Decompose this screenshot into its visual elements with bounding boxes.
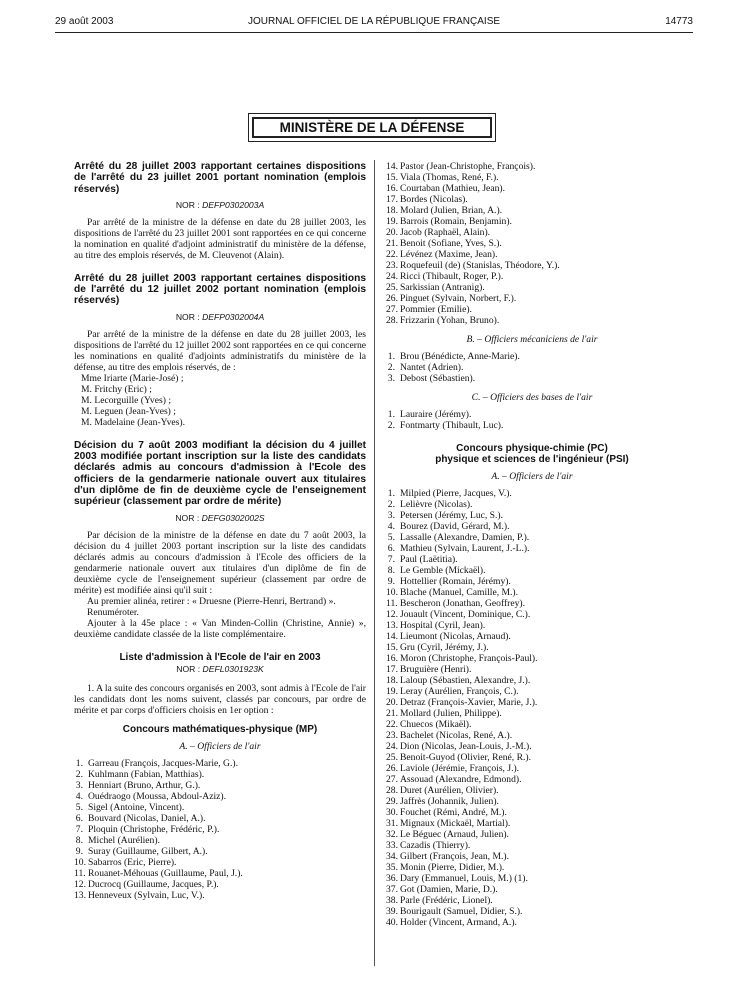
c-subtitle: C. – Officiers des bases de l'air xyxy=(471,392,593,403)
pc-title-2: physique et sciences de l'ingénieur (PSI) xyxy=(435,454,629,465)
list-item: 28. Duret (Aurélien, Olivier). xyxy=(386,785,499,796)
liste-intro: 1. A la suite des concours organisés en 2003, sont admis à l'Ecole de l'air les candidats dont les noms suivent, classés par concours, par ordre de mérite et par corps d'officiers choisis en 1er option : xyxy=(74,682,366,716)
list-item: 1. Milpied (Pierre, Jacques, V.). xyxy=(387,488,512,499)
list-item: 26. Pinguet (Sylvain, Norbert, F.). xyxy=(386,293,517,304)
list-item: 2. Kuhlmann (Fabian, Matthias). xyxy=(75,768,205,780)
list-item: 15. Gru (Cyril, Jérémy, J.). xyxy=(386,642,489,653)
list-item: 24. Ricci (Thibault, Roger, P.). xyxy=(386,271,504,282)
list-item: 14. Pastor (Jean-Christophe, François). xyxy=(386,161,536,172)
list-item: 35. Monin (Pierre, Didier, M.). xyxy=(386,862,505,873)
list-item: 1. Brou (Bénédicte, Anne-Marie). xyxy=(387,351,520,362)
list-item: 22. Lévénez (Maxime, Jean). xyxy=(386,249,498,260)
nor-code: DEFL0301923K xyxy=(202,663,264,674)
list-item: 37. Got (Damien, Marie, D.). xyxy=(386,884,498,895)
list-item: M. Madelaine (Jean-Yves). xyxy=(81,416,185,428)
list-item: 16. Courtaban (Mathieu, Jean). xyxy=(386,183,505,194)
nor-code: DEFP0302003A xyxy=(202,199,265,210)
list-item: 21. Mollard (Julien, Philippe). xyxy=(386,708,502,719)
list-item: 4. Ouédraogo (Moussa, Abdoul-Aziz). xyxy=(75,790,227,802)
list-item: 3. Henniart (Bruno, Arthur, G.). xyxy=(75,779,201,791)
list-item: 16. Moron (Christophe, François-Paul). xyxy=(386,653,538,664)
nor-code: DEFP0302004A xyxy=(202,311,265,322)
list-item: 8. Michel (Aurélien). xyxy=(75,834,160,846)
list-item: M. Lecorguille (Yves) ; xyxy=(81,394,171,406)
list-item: 36. Dary (Emmanuel, Louis, M.) (1). xyxy=(386,873,528,884)
left-column xyxy=(74,161,366,901)
arrete1-body: Par arrêté de la ministre de la défense en date du 28 juillet 2003, les dispositions de l'arrêté du 23 juillet 2001 sont rapportées en ce qui concerne la nomination en qualité d'adjoint administratif du ministère de la défense, au titre des emplois réservés, de M. Cleuvenot (Alain). xyxy=(74,216,366,261)
nor-label: NOR : xyxy=(175,199,200,210)
list-item: 10. Sabarros (Eric, Pierre). xyxy=(74,856,177,868)
arrete2-title: Arrêté du 28 juillet 2003 rapportant certaines dispositions de l'arrêté du 12 juillet 2002 portant nomination (emplois réservés) xyxy=(74,272,366,307)
list-item: 25. Sarkissian (Antranig). xyxy=(386,282,485,293)
list-item: 13. Henneveux (Sylvain, Luc, V.). xyxy=(74,889,205,901)
pc-subtitle: A. – Officiers de l'air xyxy=(491,471,573,482)
decision-p3: Ajouter à la 45e place : « Van Minden-Collin (Christine, Annie) », deuxième candidate classée de la liste complémentaire. xyxy=(74,617,366,640)
list-item: 17. Bordes (Nicolas). xyxy=(386,194,468,205)
decision-body: Par décision de la ministre de la défense en date du 7 août 2003, la décision du 4 juillet 2003 portant inscription sur la liste des candidats déclarés admis au concours d'admission à l'Ecole des officiers de la gendarmerie nationale ouvert aux titulaires d'un diplôme de fin de deuxième cycle de l'enseignement supérieur (classement par ordre de mérite) est modifiée ainsi qu'il suit : xyxy=(74,529,366,596)
mp-list-continued xyxy=(386,161,678,326)
list-item: 40. Holder (Vincent, Armand, A.). xyxy=(386,917,517,928)
list-item: 6. Bouvard (Nicolas, Daniel, A.). xyxy=(75,812,206,824)
list-item: 1. Garreau (François, Jacques-Marie, G.). xyxy=(75,757,238,769)
list-item: 11. Rouanet-Méhouas (Guillaume, Paul, J.). xyxy=(74,867,243,879)
list-item: 21. Benoit (Sofiane, Yves, S.). xyxy=(386,238,502,249)
column-divider xyxy=(374,160,375,966)
list-item: 9. Suray (Guillaume, Gilbert, A.). xyxy=(75,845,208,857)
list-item: 7. Ploquin (Christophe, Frédéric, P.). xyxy=(75,823,220,835)
right-column xyxy=(386,161,678,928)
list-item: 2. Fontmarty (Thibault, Luc). xyxy=(387,420,504,431)
list-item: 1. Lauraire (Jérémy). xyxy=(387,409,472,420)
list-item: 13. Hospital (Cyril, Jean). xyxy=(386,620,486,631)
list-item: 24. Dion (Nicolas, Jean-Louis, J.-M.). xyxy=(386,741,532,752)
nor-code: DEFG0302002S xyxy=(201,512,265,523)
list-item: 22. Chuecos (Mikaël). xyxy=(386,719,472,730)
list-item: 34. Gilbert (François, Jean, M.). xyxy=(386,851,509,862)
list-item: 2. Nantet (Adrien). xyxy=(387,362,464,373)
list-item: 14. Lieumont (Nicolas, Arnaud). xyxy=(386,631,511,642)
list-item: 12. Jouault (Vincent, Dominique, C.). xyxy=(386,609,531,620)
list-item: 18. Molard (Julien, Brian, A.). xyxy=(386,205,503,216)
list-item: 18. Laloup (Sébastien, Alexandre, J.). xyxy=(386,675,531,686)
list-item: 3. Debost (Sébastien). xyxy=(387,373,476,384)
list-item: 25. Benoit-Guyod (Olivier, René, R.). xyxy=(386,752,531,763)
arrete2-body: Par arrêté de la ministre de la défense en date du 28 juillet 2003, les dispositions de l'arrêté du 12 juillet 2002 sont rapportées en ce qui concerne les nominations en qualité d'adjoints administratifs du ministère de la défense, au titre des emplois réservés, de : xyxy=(74,328,366,373)
decision-p2: Renuméroter. xyxy=(87,606,139,618)
b-subtitle: B. – Officiers mécaniciens de l'air xyxy=(466,334,598,345)
ministry-title: MINISTÈRE DE LA DÉFENSE xyxy=(252,117,492,138)
mp-subtitle: A. – Officiers de l'air xyxy=(179,740,261,752)
list-item: 9. Hottellier (Romain, Jérémy). xyxy=(387,576,511,587)
list-item: 15. Viala (Thomas, René, F.). xyxy=(386,172,499,183)
liste-title: Liste d'admission à l'Ecole de l'air en 2003 xyxy=(119,651,321,663)
list-item: 33. Cazadis (Thierry). xyxy=(386,840,471,851)
list-item: 23. Roquefeuil (de) (Stanislas, Théodore, Y.). xyxy=(386,260,560,271)
list-item: 30. Fouchet (Rémi, André, M.). xyxy=(386,807,507,818)
journal-title: JOURNAL OFFICIEL DE LA RÉPUBLIQUE FRANÇAISE xyxy=(247,16,501,27)
list-item: 10. Blache (Manuel, Camille, M.). xyxy=(386,587,519,598)
list-item: M. Fritchy (Eric) ; xyxy=(81,383,152,395)
arrete2-nor xyxy=(74,312,366,323)
list-item: 28. Frizzarin (Yohan, Bruno). xyxy=(386,315,500,326)
c-list xyxy=(386,409,678,431)
list-item: 23. Bachelet (Nicolas, René, A.). xyxy=(386,730,513,741)
liste-nor xyxy=(74,664,366,675)
list-item: 3. Petersen (Jérémy, Luc, S.). xyxy=(387,510,504,521)
list-item: 5. Lassalle (Alexandre, Damien, P.). xyxy=(387,532,530,543)
list-item: 7. Paul (Laëtitia). xyxy=(387,554,458,565)
issue-date: 29 août 2003 xyxy=(55,16,114,27)
list-item: M. Leguen (Jean-Yves) ; xyxy=(81,405,176,417)
list-item: 8. Le Gemble (Mickaël). xyxy=(387,565,486,576)
list-item: 11. Bescheron (Jonathan, Geoffrey). xyxy=(386,598,526,609)
list-item: 19. Barrois (Romain, Benjamin). xyxy=(386,216,512,227)
pc-title-1: Concours physique-chimie (PC) xyxy=(456,443,608,454)
list-item: 19. Leray (Aurélien, François, C.). xyxy=(386,686,519,697)
list-item: 39. Bourigault (Samuel, Didier, S.). xyxy=(386,906,523,917)
list-item: 29. Jaffrès (Johannik, Julien). xyxy=(386,796,499,807)
list-item: 2. Lelièvre (Nicolas). xyxy=(387,499,473,510)
nor-label: NOR : xyxy=(175,311,200,322)
page-number: 14773 xyxy=(665,16,693,27)
list-item: 27. Pommier (Emilie). xyxy=(386,304,472,315)
list-item: 6. Mathieu (Sylvain, Laurent, J.-L.). xyxy=(387,543,530,554)
list-item: 26. Laviole (Jérémie, François, J.). xyxy=(386,763,520,774)
list-item: 5. Sigel (Antoine, Vincent). xyxy=(75,801,185,813)
list-item: 31. Mignaux (Mickaël, Martial). xyxy=(386,818,511,829)
list-item: 38. Parle (Frédéric, Lionel). xyxy=(386,895,493,906)
arrete2-names xyxy=(81,373,366,428)
list-item: 27. Assouad (Alexandre, Edmond). xyxy=(386,774,522,785)
list-item: 4. Bourez (David, Gérard, M.). xyxy=(387,521,510,532)
header-rule xyxy=(55,32,693,33)
list-item: Mme Iriarte (Marie-José) ; xyxy=(81,372,184,384)
list-item: 20. Jacob (Raphaël, Alain). xyxy=(386,227,491,238)
arrete1-title: Arrêté du 28 juillet 2003 rapportant certaines dispositions de l'arrêté du 23 juillet 2001 portant nomination (emplois réservés) xyxy=(74,161,366,195)
arrete1-nor xyxy=(74,200,366,211)
decision-p1: Au premier alinéa, retirer : « Druesne (Pierre-Henri, Bertrand) ». xyxy=(87,595,336,607)
mp-list xyxy=(74,758,366,901)
b-list xyxy=(386,351,678,384)
pc-list xyxy=(386,488,678,928)
mp-title: Concours mathématiques-physique (MP) xyxy=(122,723,318,735)
list-item: 12. Ducrocq (Guillaume, Jacques, P.). xyxy=(74,878,219,890)
list-item: 17. Bruguière (Henri). xyxy=(386,664,472,675)
nor-label: NOR : xyxy=(175,512,200,523)
page-header xyxy=(55,16,693,30)
decision-nor xyxy=(74,513,366,524)
list-item: 32. Le Béguec (Arnaud, Julien). xyxy=(386,829,509,840)
decision-title: Décision du 7 août 2003 modifiant la décision du 4 juillet 2003 modifiée portant inscription sur la liste des candidats déclarés admis au concours d'admission à l'Ecole des officiers de la gendarmerie nationale ouvert aux titulaires d'un diplôme de fin de deuxième cycle de l'enseignement supérieur (classement par ordre de mérite) xyxy=(74,439,366,508)
ministry-box xyxy=(248,113,496,142)
list-item: 20. Detraz (François-Xavier, Marie, J.). xyxy=(386,697,538,708)
nor-label: NOR : xyxy=(176,663,201,674)
